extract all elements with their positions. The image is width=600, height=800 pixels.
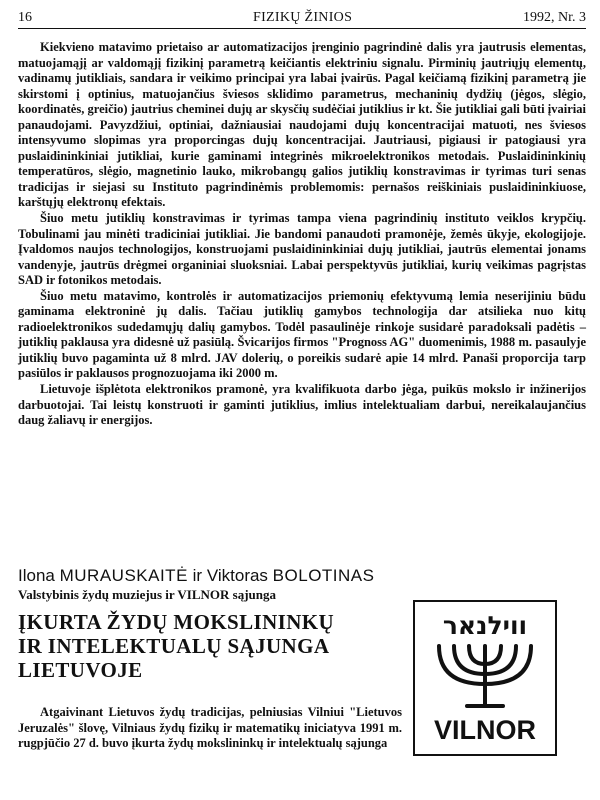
menorah-icon xyxy=(439,646,531,706)
vilnor-brand-text: VILNOR xyxy=(433,715,537,745)
author-first-name: Viktoras xyxy=(206,566,268,585)
article-body xyxy=(18,40,586,429)
author-conjunction: ir xyxy=(192,566,203,585)
author-affiliation: Valstybinis žydų muziejus ir VILNOR sąjunga xyxy=(18,587,277,602)
article-title-line: IR INTELEKTUALŲ SĄJUNGA xyxy=(18,634,330,658)
journal-title: FIZIKŲ ŽINIOS xyxy=(253,10,353,25)
author-first-name: Ilona xyxy=(18,566,55,585)
article-title-line: LIETUVOJE xyxy=(18,658,143,682)
paragraph: Lietuvoje išplėtota elektronikos pramonė, yra kvalifikuota darbo jėga, puikūs mokslo ir inžinerijos darbuotojai. Tai leistų konstruoti ir gaminti jutiklius, imlius intelektualiam darbui, nereikalaujančius daug žaliavų ir energijos. xyxy=(18,382,586,428)
vilnor-logo xyxy=(413,600,557,756)
article-intro xyxy=(18,705,402,752)
vilnor-logo-graphic xyxy=(415,602,555,754)
page-number: 16 xyxy=(18,10,32,25)
author-surname: BOLOTINAS xyxy=(272,566,375,585)
author-surname: MURAUSKAITĖ xyxy=(59,566,188,585)
page-header xyxy=(18,10,586,29)
article-title xyxy=(18,610,398,682)
paragraph: Šiuo metu matavimo, kontrolės ir automatizacijos priemonių efektyvumą lemia neserijiniu būdu gaminama elektroninė jų dalis. Tačiau jutiklių gamybos technologija dar atsilieka nuo kitų radioelektronikos sudedamųjų dalių gamybos. Todėl pasaulinėje rinkoje susidarė paradoksali padėtis – jutiklių paklausa yra didesnė už pasiūlą. Švicarijos firmos "Prognoss AG" duomenimis, 1988 m. pasaulyje jutiklių buvo pagaminta už 8 mlrd. JAV dolerių, o poreikis sudarė apie 14 mlrd. Panaši proporcija tarp pasiūlos ir paklausos prognozuojama iki 2000 m. xyxy=(18,288,586,381)
paragraph: Šiuo metu jutiklių konstravimas ir tyrimas tampa viena pagrindinių instituto veiklos krypčių. Tobulinami jau minėti tradiciniai jutikliai. Jie bandomi panaudoti pramonėje, žemės ūkyje, ekologijoje. Įvaldomos naujos technologijos, konstruojami puslaidininkiniai dujų jutikliai, jautrūs elementai jonams vandenyje, jautrūs drėgmei organiniai sluoksniai. Labai perspektyvūs jutikliai, kurių veikimas pagrįstas SAD ir fotonikos metodais. xyxy=(18,211,586,288)
issue-number: 1992, Nr. 3 xyxy=(523,10,586,25)
paragraph: Kiekvieno matavimo prietaiso ar automatizacijos įrenginio pagrindinė dalis yra jautrusis elementas, matuojamąjį ar valdomąjį fizikinį parametrą keičiantis elektriniu signalu. Pirminių jautriųjų elementų, vadinamų jutikliais, sandara ir veikimo principai yra labai įvairūs. Pagal keičiamą fizikinį parametrą jie skirstomi į optinius, matuojančius šviesos sklidimo parametrus, mechaninių dydžių (jėgos, slėgio, koordinatės, greičio) jautrius cheminei dujų ar skysčių sudėčiai jutiklius ir kt. Šie jutikliai gali būti įvairiai panaudojami. Pavyzdžiui, optiniai, dažniausiai naudojami dujų koncentracijai matuoti, nes šviesos intensyvumo slopimas yra proporcingas dujų koncentracijai. Jautriausi, pigiausi ir patogiausi yra puslaidininkiniai jutikliai, kurie gaminami integrinės mikroelektronikos metodais. Puslaidininkinių temperatūros, slėgio, magnetinio lauko, mikrobangų galios jutiklių konstravimas ir tyrimas turi senas tradicijas ir siejasi su Instituto pagrindinėmis problemomis: pernašos reiškiniais puslaidininkiuose, karštųjų elektronų efektais. xyxy=(18,40,586,210)
article-title-line: ĮKURTA ŽYDŲ MOKSLININKŲ xyxy=(18,610,335,634)
hebrew-text: ווילנאר xyxy=(442,611,528,640)
author-line xyxy=(18,566,586,586)
paragraph: Atgaivinant Lietuvos žydų tradicijas, pelniusias Vilniui "Lietuvos Jeruzalės" šlovę, Vilniaus žydų fizikų ir matematikų iniciatyva 1991 m. rugpjūčio 27 d. buvo įkurta žydų mokslininkų ir intelektualų sąjunga xyxy=(18,705,402,750)
